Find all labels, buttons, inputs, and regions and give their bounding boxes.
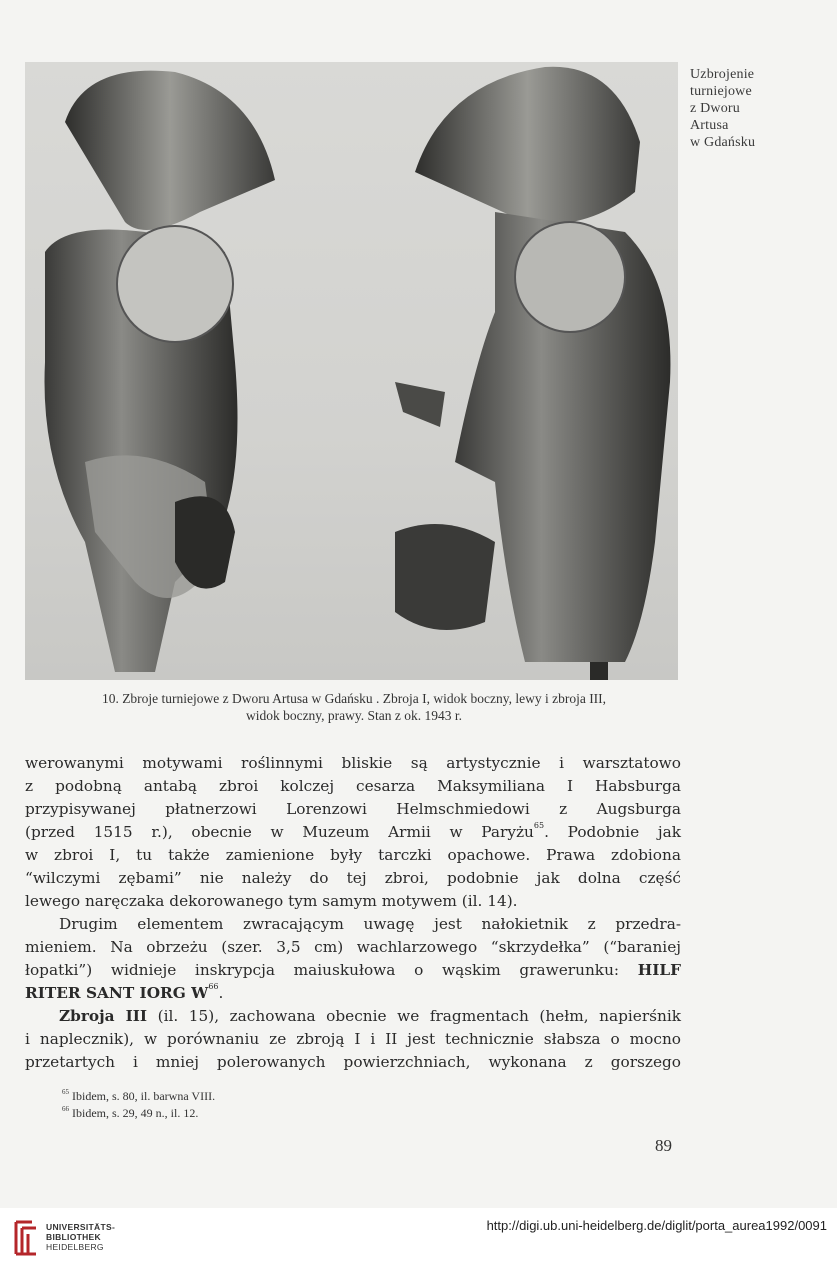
- text-line: [25, 959, 681, 982]
- page-number: 89: [655, 1136, 672, 1155]
- armor-photo-image: [25, 62, 678, 680]
- text-line: lewego naręczaka dekorowanego tym samym motywem (il. 14).: [25, 892, 518, 910]
- library-name-line: UNIVERSITÄTS-: [46, 1222, 116, 1232]
- sidenote-line: Uzbrojenie: [690, 67, 755, 82]
- caption-line-1: 10. Zbroje turniejowe z Dworu Artusa w Gdańsku . Zbroja I, widok boczny, lewy i zbroja III,: [101, 691, 607, 706]
- text-line: [25, 982, 681, 1005]
- margin-sidenote: [690, 66, 800, 151]
- text-line: przetartych i mniej polerowanych powierzchniach, wykonana z gorszego: [25, 1053, 681, 1071]
- inscription-text: RITER SANT IORG W: [25, 984, 209, 1002]
- text-line: [25, 821, 681, 844]
- text-line: przypisywanej płatnerzowi Lorenzowi Helmschmiedowi z Augsburga: [25, 800, 681, 818]
- caption-line-2: widok boczny, prawy. Stan z ok. 1943 r.: [245, 708, 463, 723]
- university-library-logo-icon: [10, 1218, 40, 1258]
- text-fragment: łopatki”) widnieje inskrypcja maiuskułowa o wąskim grawerunku:: [25, 961, 638, 979]
- footnotes: [62, 1088, 215, 1122]
- footnote-number: 65: [62, 1088, 69, 1096]
- inscription-text: HILF: [637, 961, 681, 979]
- footnote-text: Ibidem, s. 80, il. barwna VIII.: [69, 1089, 216, 1103]
- text-line: z podobną antabą zbroi kolczej cesarza Maksymiliana I Habsburga: [25, 777, 681, 795]
- footnote-ref-66[interactable]: 66: [208, 982, 219, 991]
- footnote-ref-65[interactable]: 65: [533, 821, 545, 830]
- footnote-65: [62, 1088, 215, 1105]
- footnote-66: [62, 1105, 215, 1122]
- text-fragment: . Podobnie jak: [544, 823, 681, 841]
- source-url-link[interactable]: http://digi.ub.uni-heidelberg.de/diglit/porta_aurea1992/0091: [486, 1218, 827, 1233]
- text-line: werowanymi motywami roślinnymi bliskie są artystycznie i warsztatowo: [25, 754, 681, 772]
- text-fragment: (il. 15), zachowana obecnie we fragmentach (hełm, napierśnik: [147, 1007, 681, 1025]
- library-name-line: BIBLIOTHEK: [46, 1232, 101, 1242]
- text-line: [25, 1005, 681, 1028]
- body-text: [25, 752, 681, 1074]
- armor-photograph: [25, 62, 678, 680]
- library-name-line: HEIDELBERG: [46, 1242, 104, 1252]
- figure-caption: [30, 690, 678, 724]
- left-armor-figure: [45, 71, 276, 672]
- sidenote-line: z Dworu: [690, 101, 740, 116]
- text-fragment: (przed 1515 r.), obecnie w Muzeum Armii w Paryżu: [25, 823, 534, 841]
- text-line: “wilczymi zębami” nie należy do tej zbroi, podobnie jak dolna część: [25, 869, 681, 887]
- bold-term: Zbroja III: [59, 1007, 148, 1025]
- text-line: i naplecznik), w porównaniu ze zbroją I i II jest technicznie słabsza o mocno: [25, 1030, 681, 1048]
- footnote-number: 66: [62, 1105, 69, 1113]
- text-line: Drugim elementem zwracającym uwagę jest nałokietnik z przedra-: [59, 915, 681, 933]
- sidenote-line: turniejowe: [690, 84, 752, 99]
- library-name: [46, 1222, 115, 1252]
- right-armor-figure: [395, 67, 670, 680]
- sidenote-line: w Gdańsku: [690, 135, 756, 150]
- footnote-text: Ibidem, s. 29, 49 n., il. 12.: [69, 1106, 199, 1120]
- text-fragment: .: [218, 984, 224, 1002]
- text-line: w zbroi I, tu także zamienione były tarczki opachowe. Prawa zdobiona: [25, 846, 681, 864]
- sidenote-line: Artusa: [690, 118, 729, 133]
- text-line: mieniem. Na obrzeżu (szer. 3,5 cm) wachlarzowego “skrzydełka” (“baraniej: [25, 938, 681, 956]
